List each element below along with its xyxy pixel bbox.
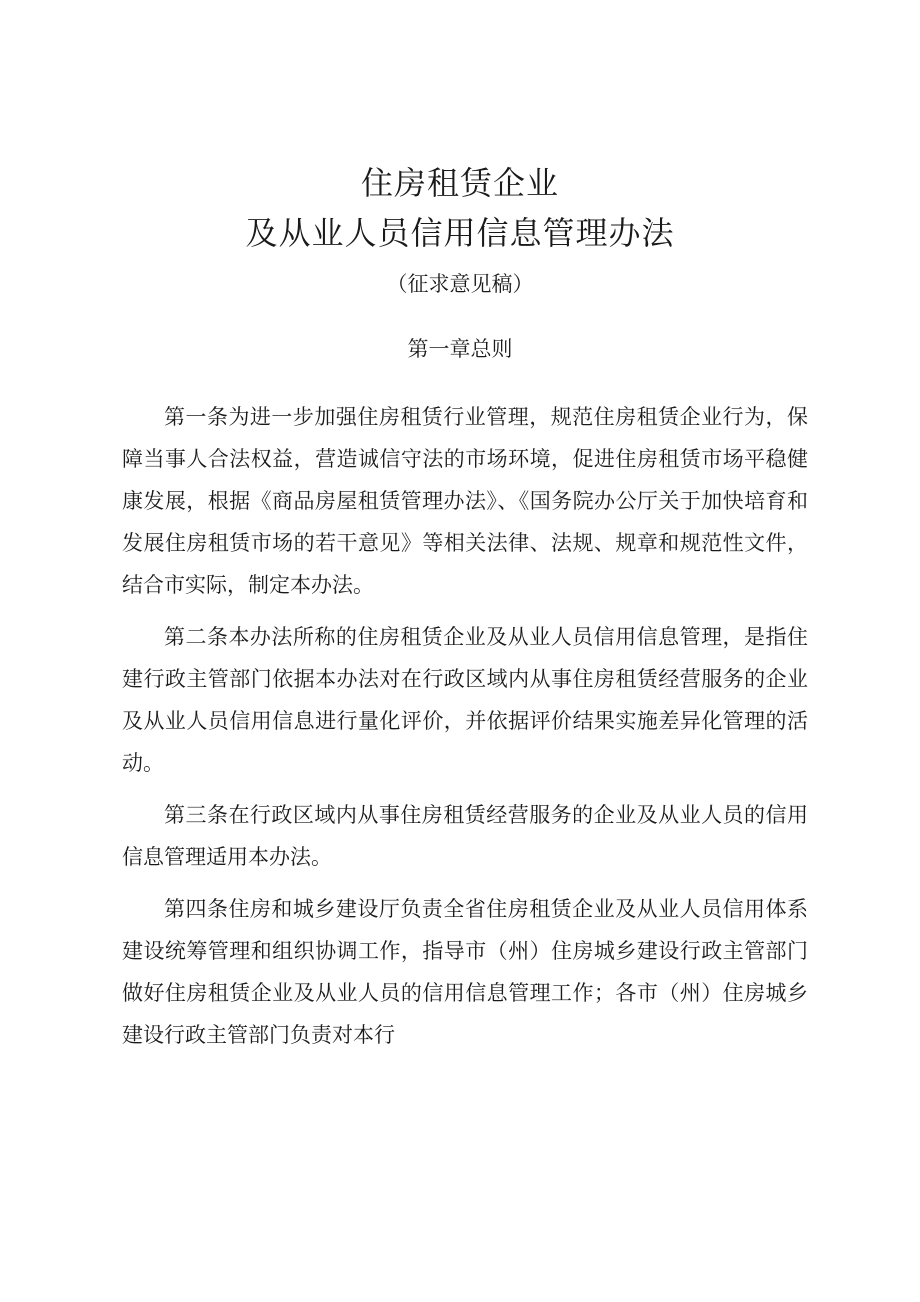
title-block	[0, 158, 920, 300]
document-title-line2: 及从业人员信用信息管理办法	[245, 214, 675, 252]
chapter-heading: 第一章总则	[407, 337, 513, 361]
article-number: 第二条	[164, 625, 229, 649]
article-text: 住房和城乡建设厅负责全省住房租赁企业及从业人员信用体系建设统筹管理和组织协调工作，指导市（州）住房城乡建设行政主管部门做好住房租赁企业及从业人员的信用信息管理工作；各市（州）住房城乡建设行政主管部门负责对本行	[122, 897, 809, 1047]
article-number: 第三条	[164, 803, 229, 827]
article-text: 本办法所称的住房租赁企业及从业人员信用信息管理，是指住建行政主管部门依据本办法对在行政区域内从事住房租赁经营服务的企业及从业人员信用信息进行量化评价，并依据评价结果实施差异化管理的活动。	[122, 625, 809, 775]
article-text: 为进一步加强住房租赁行业管理，规范住房租赁企业行为，保障当事人合法权益，营造诚信守法的市场环境，促进住房租赁市场平稳健康发展，根据《商品房屋租赁管理办法》、《国务院办公厅关于加快培育和发展住房租赁市场的若干意见》等相关法律、法规、规章和规范性文件，结合市实际，制定本办法。	[122, 405, 809, 597]
document-subtitle: （征求意见稿）	[386, 272, 534, 296]
article-number: 第四条	[164, 897, 229, 921]
article-4	[122, 888, 808, 1056]
article-2	[122, 616, 808, 784]
article-number: 第一条	[164, 405, 229, 429]
document-body	[122, 396, 808, 1066]
article-text: 在行政区域内从事住房租赁经营服务的企业及从业人员的信用信息管理适用本办法。	[122, 803, 809, 869]
article-1	[122, 396, 808, 606]
article-3	[122, 794, 808, 878]
document-title-line1: 住房租赁企业	[360, 164, 559, 202]
